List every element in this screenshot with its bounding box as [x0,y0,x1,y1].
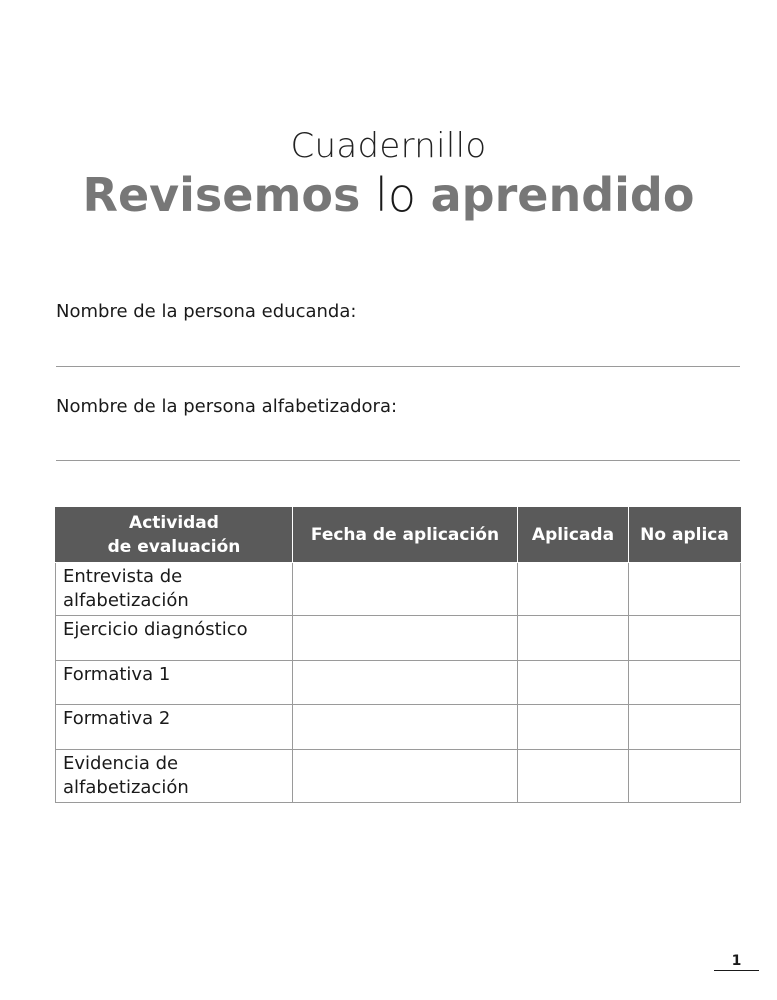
title-word-aprendido: aprendido [430,168,695,222]
header-not-applied: No aplica [629,508,741,563]
table-row [56,563,741,616]
header-activity-line1: Actividad [129,513,219,533]
booklet-subtitle: Cuadernillo [290,126,487,166]
date-cell[interactable] [293,705,518,750]
applied-cell[interactable] [518,750,629,803]
table-row [56,705,741,750]
date-cell[interactable] [293,661,518,705]
not-applied-cell[interactable] [629,616,741,661]
activity-cell: Formativa 1 [56,661,293,705]
page-title [0,168,777,222]
title-block [0,124,777,222]
table-header-row [56,508,741,563]
activity-cell: Ejercicio diagnóstico [56,616,293,661]
teacher-name-label: Nombre de la persona alfabetizadora: [56,396,398,417]
evaluation-table [55,507,741,803]
not-applied-cell[interactable] [629,563,741,616]
applied-cell[interactable] [518,563,629,616]
activity-cell: Formativa 2 [56,705,293,750]
not-applied-cell[interactable] [629,661,741,705]
applied-cell[interactable] [518,616,629,661]
applied-cell[interactable] [518,661,629,705]
learner-name-label: Nombre de la persona educanda: [56,301,357,322]
date-cell[interactable] [293,563,518,616]
header-applied: Aplicada [518,508,629,563]
applied-cell[interactable] [518,705,629,750]
title-word-lo: lo [375,168,416,222]
learner-name-line[interactable] [56,366,740,367]
activity-cell: Entrevista de alfabetización [56,563,293,616]
teacher-name-line[interactable] [56,460,740,461]
not-applied-cell[interactable] [629,750,741,803]
date-cell[interactable] [293,616,518,661]
activity-cell: Evidencia de alfabetización [56,750,293,803]
date-cell[interactable] [293,750,518,803]
header-activity-line2: de evaluación [107,537,241,557]
header-activity [56,508,293,563]
table-row [56,661,741,705]
table-row [56,616,741,661]
header-date: Fecha de aplicación [293,508,518,563]
not-applied-cell[interactable] [629,705,741,750]
table-row [56,750,741,803]
title-word-revisemos: Revisemos [82,168,361,222]
page-number: 1 [714,952,759,971]
